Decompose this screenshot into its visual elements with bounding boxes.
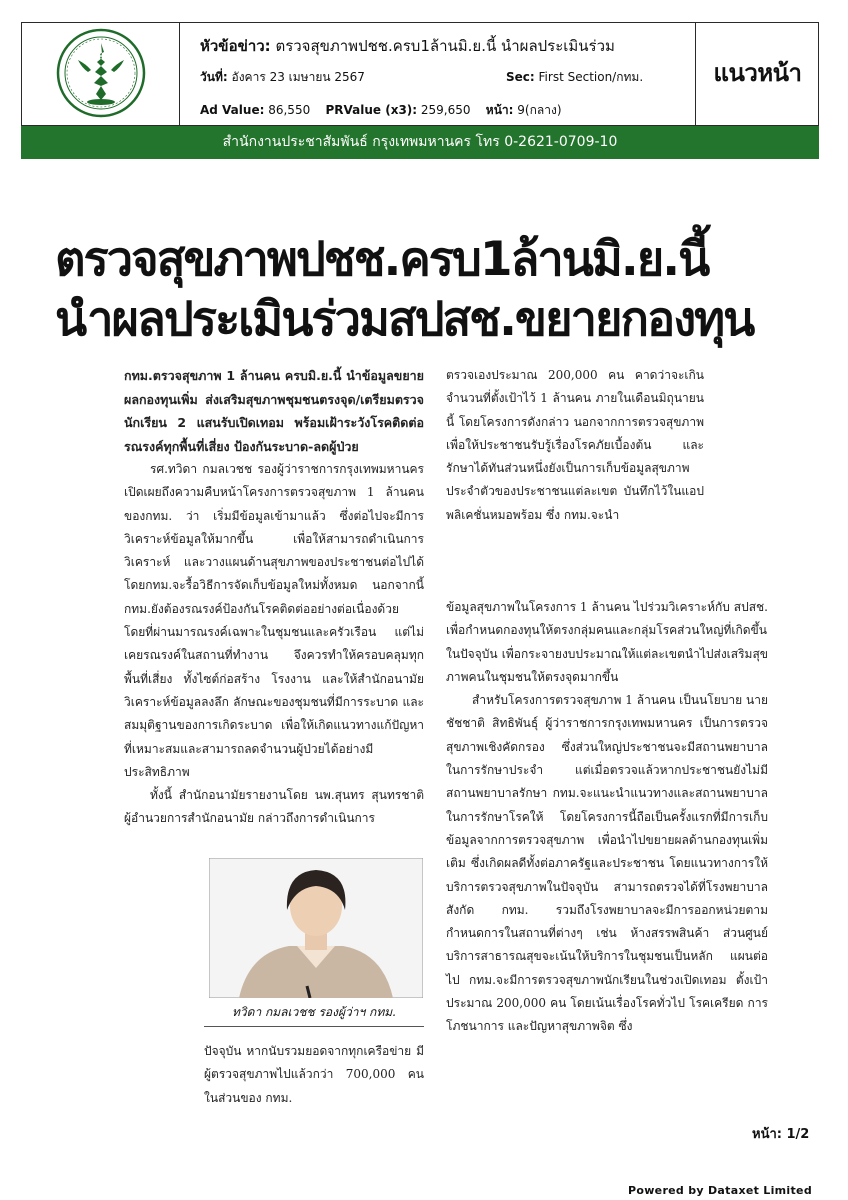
- section-field: [506, 68, 643, 87]
- date-value: อังคาร 23 เมษายน 2567: [231, 70, 365, 84]
- pr-value-label: PRValue (x3):: [325, 103, 418, 117]
- page-number: หน้า: 1/2: [752, 1127, 810, 1142]
- headline-value: ตรวจสุขภาพปชช.ครบ1ล้านมิ.ย.นี้ นำผลประเมินร่วม: [275, 37, 615, 55]
- page-label: หน้า:: [485, 103, 514, 117]
- date-label: วันที่:: [200, 70, 228, 84]
- page-value: 9(กลาง): [517, 103, 562, 117]
- publication-cell: [695, 23, 819, 125]
- article-paragraph: ข้อมูลสุขภาพในโครงการ 1 ล้านคน ไปร่วมวิเคราะห์กับ สปสช. เพื่อกำหนดกองทุนให้ตรงกลุ่มคนและกลุ่มโรคส่วนใหญ่ที่เกิดขึ้นในปัจจุบัน เพื่อกระจายงบประมาณให้แต่ละเขตนำไปส่งเสริมสุขภาพคนในชุมชนให้ตรงจุดมากขึ้น: [446, 600, 768, 684]
- powered-by-footer: Powered by Dataxet Limited: [628, 1184, 812, 1197]
- article-lead: กทม.ตรวจสุขภาพ 1 ล้านคน ครบมิ.ย.นี้ นำข้อมูลขยายผลกองทุนเพิ่ม ส่งเสริมสุขภาพชุมชนตรงจุด/เตรียมตรวจนักเรียน 2 แสนรับเปิดเทอม พร้อมเฝ้าระวังโรคติดต่อ รณรงค์ทุกพื้นที่เสี่ยง ป้องกันระบาด-ลดผู้ป่วย: [124, 368, 424, 454]
- clipping-header: [21, 22, 819, 126]
- article-column-2: [446, 364, 704, 527]
- date-field: [200, 68, 365, 87]
- sec-label: Sec:: [506, 70, 535, 84]
- headline-line-2: นำผลประเมินร่วมสปสช.ขยายกองทุน: [55, 292, 754, 347]
- clipping-info: [200, 29, 680, 125]
- ad-value-label: Ad Value:: [200, 103, 265, 117]
- portrait-photo: [209, 858, 423, 998]
- article-paragraph: ปัจจุบัน หากนับรวมยอดจากทุกเครือข่าย มีผู้ตรวจสุขภาพไปแล้วกว่า 700,000 คน ในส่วนของ กทม.: [204, 1044, 424, 1105]
- article-paragraph: สำหรับโครงการตรวจสุขภาพ 1 ล้านคน เป็นนโยบาย นายชัชชาติ สิทธิพันธุ์ ผู้ว่าราชการกรุงเทพมหานคร เป็นการตรวจสุขภาพเชิงคัดกรอง ซึ่งส่วนใหญ่ประชาชนจะมีสถานพยาบาลในการรักษาประจำ แต่เมื่อตรวจแล้วหากประชาชนยังไม่มีสถานพยาบาลรักษา กทม.จะแนะนำแนวทางและสถานพยาบาลในการรักษาโรคให้ โดยโครงการนี้ถือเป็นครั้งแรกที่มีการเก็บข้อมูลจากการตรวจสุขภาพ เพื่อนำไปขยายผลด้านกองทุนเพิ่มเติม ซึ่งเกิดผลดีทั้งต่อภาครัฐและประชาชน โดยแนวทางการให้บริการตรวจสุขภาพในปัจจุบัน สามารถตรวจได้ที่โรงพยาบาลสังกัด กทม. รวมถึงโรงพยาบาลจะมีการออกหน่วยตามกำหนดการในสถานที่ต่างๆ เช่น ห้างสรรพสินค้า ส่วนศูนย์บริการสาธารณสุขจะเน้นให้บริการในชุมชนเป็นหลัก แผนต่อไป กทม.จะมีการตรวจสุขภาพนักเรียนในช่วงเปิดเทอม ตั้งเป้าประมาณ 200,000 คน โดยเน้นเรื่องโรคทั่วไป โรคเครียด การโภชนาการ และปัญหาสุขภาพจิต ซึ่ง: [446, 693, 768, 1034]
- photo-caption: ทวิดา กมลเวชช รองผู้ว่าฯ กทม.: [232, 1005, 396, 1019]
- caption-divider: [204, 1026, 424, 1027]
- article-column-1: [124, 364, 424, 831]
- value-field: [200, 101, 562, 120]
- bma-seal-logo: [56, 28, 146, 118]
- logo-cell: [22, 23, 180, 125]
- publication-name: แนวหน้า: [713, 59, 802, 87]
- article-paragraph: ตรวจเองประมาณ 200,000 คน คาดว่าจะเกินจำนวนที่ตั้งเป้าไว้ 1 ล้านคน ภายในเดือนมิถุนายนนี้ โดยโครงการดังกล่าว นอกจากการตรวจสุขภาพเพื่อให้ประชาชนรับรู้เรื่องโรคภัยเบื้องต้น และรักษาได้ทันส่วนหนึ่งยังเป็นการเก็บข้อมูลสุขภาพประจำตัวของประชาชนแต่ละเขต บันทึกไว้ในแอปพลิเคชั่นหมอพร้อม ซึ่ง กทม.จะนำ: [446, 368, 704, 522]
- article-column-4: [204, 1040, 424, 1110]
- article-headline: [55, 230, 805, 350]
- headline-line-1: ตรวจสุขภาพปชช.ครบ1ล้านมิ.ย.นี้: [55, 232, 709, 287]
- sec-value: First Section/กทม.: [538, 70, 644, 84]
- pr-value: 259,650: [420, 103, 471, 117]
- headline-label: หัวข้อข่าว:: [200, 37, 271, 55]
- ad-value: 86,550: [268, 103, 311, 117]
- agency-banner: สำนักงานประชาสัมพันธ์ กรุงเทพมหานคร โทร 0-2621-0709-10: [21, 126, 819, 159]
- article-paragraph: ทั้งนี้ สำนักอนามัยรายงานโดย นพ.สุนทร สุนทรชาติ ผู้อำนวยการสำนักอนามัย กล่าวถึงการดำเนินการ: [124, 788, 424, 826]
- headline-field: [200, 34, 615, 58]
- article-paragraph: รศ.ทวิดา กมลเวชช รองผู้ว่าราชการกรุงเทพมหานคร เปิดเผยถึงความคืบหน้าโครงการตรวจสุขภาพ 1 ล้านคนของกทม. ว่า เริ่มมีข้อมูลเข้ามาแล้ว ซึ่งต่อไปจะมีการวิเคราะห์ข้อมูลให้มากขึ้น เพื่อให้สามารถดำเนินการวิเคราะห์ และวางแผนด้านสุขภาพของประชาชนต่อไปได้ โดยกทม.จะรื้อวิธีการจัดเก็บข้อมูลใหม่ทั้งหมด นอกจากนี้ กทม.ยังต้องรณรงค์ป้องกันโรคติดต่ออย่างต่อเนื่องด้วย โดยที่ผ่านมารณรงค์เฉพาะในชุมชนและครัวเรือน แต่ไม่เคยรณรงค์ในสถานที่ทำงาน จึงควรทำให้ครอบคลุมทุกพื้นที่เสี่ยง ทั้งไซต์ก่อสร้าง โรงงาน และให้สำนักอนามัยวิเคราะห์ข้อมูลลงลึก ลักษณะของชุมชนที่มีการระบาด และสมมุติฐานของการเกิดระบาด เพื่อให้เกิดแนวทางแก้ปัญหาที่เหมาะสมและสามารถลดจำนวนผู้ป่วยได้อย่างมีประสิทธิภาพ: [124, 462, 424, 779]
- article-column-3: [446, 596, 768, 1039]
